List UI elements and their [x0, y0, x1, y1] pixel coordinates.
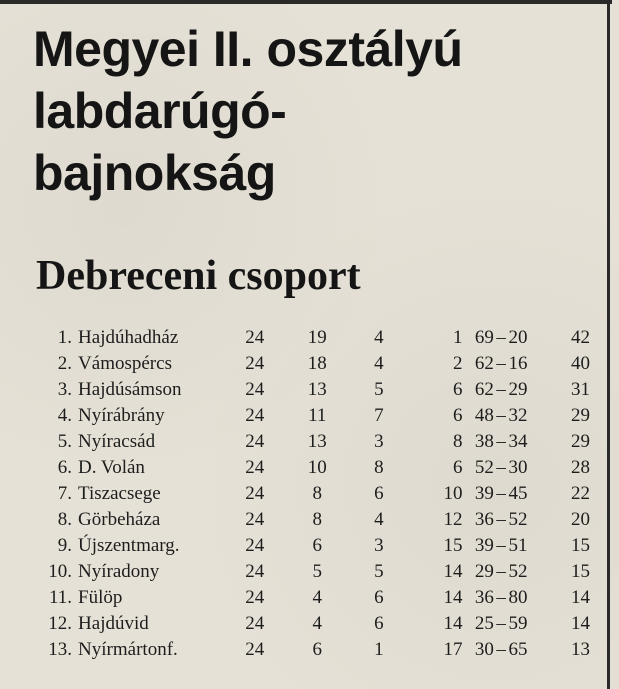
lost-cell: 14: [443, 613, 463, 634]
team-name-cell: Vámospércs: [78, 353, 172, 374]
played-cell: 24: [245, 353, 265, 374]
headline: [33, 18, 593, 204]
lost-cell: 15: [443, 535, 463, 556]
lost-cell: 17: [443, 639, 463, 660]
played-cell: 24: [245, 379, 265, 400]
goals-for-cell: 36: [474, 587, 494, 608]
score-separator: –: [496, 405, 506, 426]
lost-cell: 10: [443, 483, 463, 504]
played-cell: 24: [245, 639, 265, 660]
won-cell: 4: [312, 613, 323, 634]
table-row: [30, 351, 590, 377]
lost-cell: 8: [452, 431, 463, 452]
goals-against-cell: 20: [508, 327, 528, 348]
played-cell: 24: [245, 483, 265, 504]
won-cell: 6: [312, 639, 323, 660]
played-cell: 24: [245, 587, 265, 608]
points-cell: 22: [571, 483, 590, 504]
score-separator: –: [496, 509, 506, 530]
lost-cell: 6: [452, 405, 463, 426]
goals-against-cell: 45: [508, 483, 528, 504]
team-name-cell: Újszentmarg.: [78, 535, 180, 556]
headline-line: bajnokság: [33, 145, 276, 201]
won-cell: 6: [312, 535, 323, 556]
won-cell: 19: [307, 327, 327, 348]
position-cell: 5.: [57, 431, 73, 452]
points-cell: 28: [571, 457, 590, 478]
won-cell: 8: [312, 483, 323, 504]
won-cell: 13: [307, 431, 327, 452]
points-cell: 29: [571, 405, 590, 426]
table-row: [30, 429, 590, 455]
goals-for-cell: 38: [474, 431, 494, 452]
played-cell: 24: [245, 509, 265, 530]
goals-against-cell: 30: [508, 457, 528, 478]
goals-against-cell: 16: [508, 353, 528, 374]
team-name-cell: Görbeháza: [78, 509, 161, 530]
score-separator: –: [496, 535, 506, 556]
goals-for-cell: 25: [474, 613, 494, 634]
drawn-cell: 5: [374, 379, 384, 400]
table-row: [30, 455, 590, 481]
points-cell: 15: [571, 561, 590, 582]
played-cell: 24: [245, 535, 265, 556]
position-cell: 3.: [57, 379, 73, 400]
score-separator: –: [496, 457, 506, 478]
score-separator: –: [496, 587, 506, 608]
drawn-cell: 3: [374, 431, 384, 452]
goals-for-cell: 39: [474, 483, 494, 504]
goals-for-cell: 69: [474, 327, 494, 348]
goals-for-cell: 36: [474, 509, 494, 530]
goals-for-cell: 29: [474, 561, 494, 582]
table-row: [30, 507, 590, 533]
score-separator: –: [496, 561, 506, 582]
played-cell: 24: [245, 613, 265, 634]
score-separator: –: [496, 431, 506, 452]
won-cell: 5: [312, 561, 323, 582]
goals-for-cell: 62: [474, 353, 494, 374]
won-cell: 8: [312, 509, 323, 530]
team-name-cell: Fülöp: [78, 587, 123, 608]
drawn-cell: 4: [374, 327, 384, 348]
points-cell: 13: [571, 639, 590, 660]
drawn-cell: 6: [374, 483, 384, 504]
goals-for-cell: 48: [474, 405, 494, 426]
position-cell: 13.: [48, 639, 73, 660]
team-name-cell: Tiszacsege: [78, 483, 161, 504]
table-row: [30, 325, 590, 351]
drawn-cell: 4: [374, 353, 384, 374]
table-row: [30, 585, 590, 611]
position-cell: 2.: [57, 353, 73, 374]
drawn-cell: 5: [374, 561, 384, 582]
points-cell: 31: [571, 379, 590, 400]
played-cell: 24: [245, 405, 265, 426]
won-cell: 11: [308, 405, 327, 426]
goals-against-cell: 29: [508, 379, 528, 400]
won-cell: 18: [307, 353, 327, 374]
position-cell: 9.: [57, 535, 73, 556]
lost-cell: 14: [443, 561, 463, 582]
lost-cell: 6: [452, 457, 463, 478]
goals-against-cell: 34: [508, 431, 528, 452]
drawn-cell: 7: [374, 405, 384, 426]
won-cell: 10: [307, 457, 327, 478]
position-cell: 10.: [48, 561, 73, 582]
position-cell: 6.: [57, 457, 73, 478]
table-row: [30, 559, 590, 585]
table-row: [30, 377, 590, 403]
goals-against-cell: 80: [508, 587, 528, 608]
goals-against-cell: 65: [508, 639, 528, 660]
position-cell: 7.: [57, 483, 73, 504]
drawn-cell: 3: [374, 535, 384, 556]
goals-against-cell: 59: [508, 613, 528, 634]
team-name-cell: Hajdúhadház: [78, 327, 179, 348]
team-name-cell: Nyírábrány: [78, 405, 165, 426]
team-name-cell: Nyíradony: [78, 561, 160, 582]
goals-for-cell: 39: [474, 535, 494, 556]
table-row: [30, 403, 590, 429]
score-separator: –: [496, 379, 506, 400]
table-row: [30, 611, 590, 637]
points-cell: 14: [571, 613, 590, 634]
standings-table: [30, 325, 590, 663]
table-row: [30, 533, 590, 559]
position-cell: 11.: [49, 587, 73, 608]
goals-for-cell: 30: [474, 639, 494, 660]
team-name-cell: Hajdúsámson: [78, 379, 182, 400]
points-cell: 20: [571, 509, 590, 530]
headline-line: Megyei II. osztályú: [33, 21, 463, 77]
goals-against-cell: 52: [508, 509, 528, 530]
table-row: [30, 637, 590, 663]
score-separator: –: [496, 483, 506, 504]
score-separator: –: [496, 327, 506, 348]
lost-cell: 1: [452, 327, 463, 348]
points-cell: 29: [571, 431, 590, 452]
won-cell: 4: [312, 587, 323, 608]
position-cell: 8.: [57, 509, 73, 530]
drawn-cell: 6: [374, 587, 384, 608]
headline-line: labdarúgó-: [33, 83, 287, 139]
played-cell: 24: [245, 561, 265, 582]
group-title: Debreceni csoport: [36, 253, 361, 299]
lost-cell: 6: [452, 379, 463, 400]
played-cell: 24: [245, 457, 265, 478]
column-rule: [607, 0, 610, 689]
drawn-cell: 4: [374, 509, 384, 530]
points-cell: 40: [571, 353, 590, 374]
won-cell: 13: [307, 379, 327, 400]
lost-cell: 14: [443, 587, 463, 608]
points-cell: 14: [571, 587, 590, 608]
team-name-cell: Nyíracsád: [78, 431, 156, 452]
played-cell: 24: [245, 431, 265, 452]
team-name-cell: D. Volán: [78, 457, 145, 478]
lost-cell: 12: [443, 509, 463, 530]
goals-against-cell: 52: [508, 561, 528, 582]
points-cell: 15: [571, 535, 590, 556]
points-cell: 42: [571, 327, 590, 348]
goals-for-cell: 52: [474, 457, 494, 478]
drawn-cell: 6: [374, 613, 384, 634]
score-separator: –: [496, 353, 506, 374]
drawn-cell: 1: [374, 639, 384, 660]
standings-body: [30, 325, 590, 663]
goals-for-cell: 62: [474, 379, 494, 400]
played-cell: 24: [245, 327, 265, 348]
position-cell: 4.: [57, 405, 73, 426]
top-rule: [0, 0, 612, 4]
drawn-cell: 8: [374, 457, 384, 478]
table-row: [30, 481, 590, 507]
goals-against-cell: 32: [508, 405, 528, 426]
score-separator: –: [496, 639, 506, 660]
lost-cell: 2: [452, 353, 463, 374]
position-cell: 1.: [57, 327, 73, 348]
goals-against-cell: 51: [508, 535, 528, 556]
score-separator: –: [496, 613, 506, 634]
team-name-cell: Nyírmártonf.: [78, 639, 178, 660]
team-name-cell: Hajdúvid: [78, 613, 149, 634]
position-cell: 12.: [48, 613, 73, 634]
